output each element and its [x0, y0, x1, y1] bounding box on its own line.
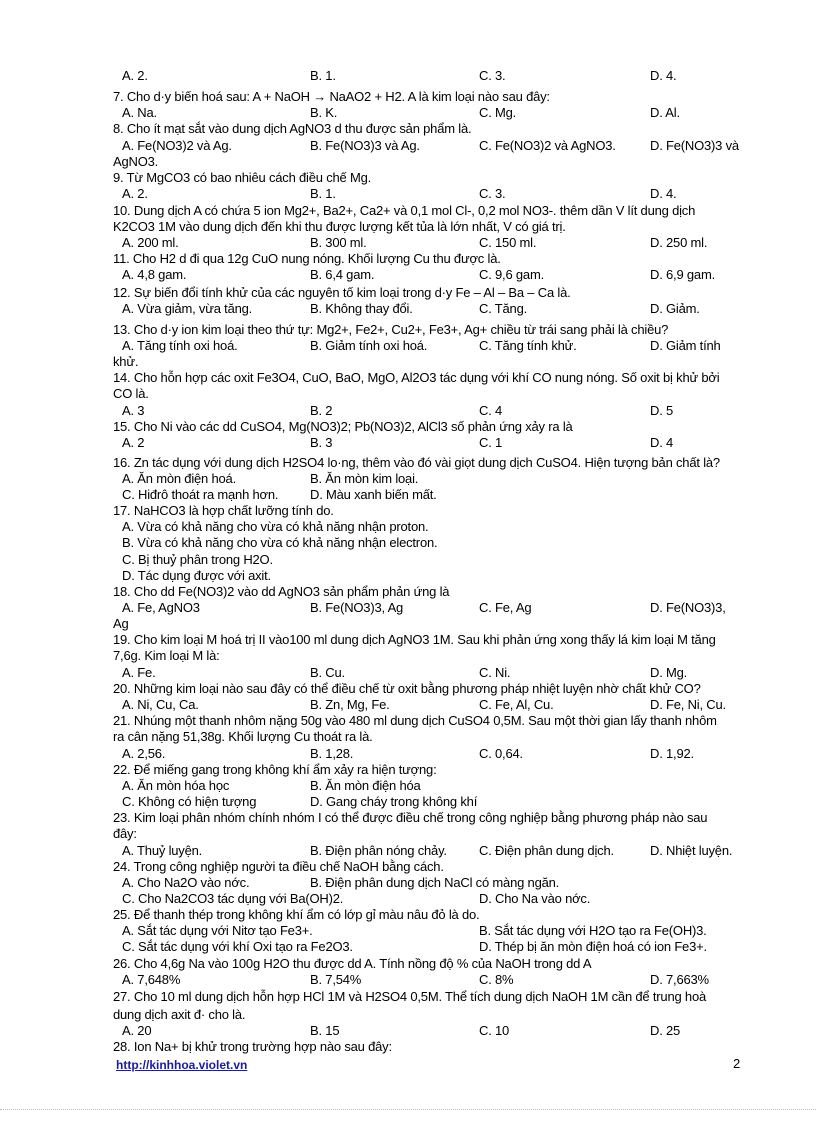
option-b: B. 1.	[310, 68, 336, 83]
option-a: A. Cho Na2O vào nớc.	[122, 875, 250, 890]
option-d: D. 6,9 gam.	[650, 267, 715, 282]
option-d: D. Cho Na vào nớc.	[479, 891, 591, 906]
option-c: C. 9,6 gam.	[479, 267, 544, 282]
option-a: A. Vừa giảm, vừa tăng.	[122, 301, 253, 316]
option-c: C. Tăng.	[479, 301, 528, 316]
option-b: B. Cu.	[310, 665, 345, 680]
question-20: 20. Những kim loại nào sau đây có thể điều chế từ oxit bằng phương pháp nhiệt luyện nhờ chất khử CO?	[113, 681, 701, 696]
option-b: B. 2	[310, 403, 333, 418]
question-28: 28. Ion Na+ bị khử trong trường hợp nào sau đây:	[113, 1039, 392, 1054]
question-13: 13. Cho d·y ion kim loại theo thứ tự: Mg2+, Fe2+, Cu2+, Fe3+, Ag+ chiều từ trái sang phải là chiều?	[113, 322, 669, 337]
option-d: D. Nhiệt luyện.	[650, 843, 733, 858]
option-d: D. 5	[650, 403, 674, 418]
option-b: B. Điện phân nóng chảy.	[310, 843, 447, 858]
option-c: C. Mg.	[479, 105, 517, 120]
question-9: 9. Từ MgCO3 có bao nhiêu cách điều chế Mg.	[113, 170, 372, 185]
continuation: khử.	[113, 354, 139, 369]
option-c: C. Sắt tác dụng với khí Oxi tạo ra Fe2O3.	[122, 939, 353, 954]
option-a: A. 200 ml.	[122, 235, 179, 250]
option-b: B. 1.	[310, 186, 336, 201]
option-d: D. 4.	[650, 68, 677, 83]
option-c: C. 3.	[479, 186, 506, 201]
option-a: A. 2,56.	[122, 746, 166, 761]
option-b: B. Giảm tính oxi hoá.	[310, 338, 428, 353]
option-a: A. 3	[122, 403, 145, 418]
continuation: AgNO3.	[113, 154, 159, 169]
option-a: A. Na.	[122, 105, 157, 120]
option-b: B. 300 ml.	[310, 235, 367, 250]
option-b: B. Fe(NO3)3, Ag	[310, 600, 404, 615]
continuation: đây:	[113, 826, 137, 841]
option-a: A. Ni, Cu, Ca.	[122, 697, 199, 712]
option-c: C. Tăng tính khử.	[479, 338, 577, 353]
option-a: A. Sắt tác dụng với Nitơ tạo Fe3+.	[122, 923, 313, 938]
question-25: 25. Để thanh thép trong không khí ẩm có lớp gỉ màu nâu đỏ là do.	[113, 907, 480, 922]
question-17: 17. NaHCO3 là hợp chất lưỡng tính do.	[113, 503, 334, 518]
option-d: D. 250 ml.	[650, 235, 708, 250]
option-a: A. Tăng tính oxi hoá.	[122, 338, 238, 353]
question-11: 11. Cho H2 d đi qua 12g CuO nung nóng. Khối lượng Cu thu được là.	[113, 251, 501, 266]
option-c: C. Không có hiện tượng	[122, 794, 257, 809]
option-c: C. 3.	[479, 68, 506, 83]
question-24: 24. Trong công nghiệp người ta điều chế NaOH bằng cách.	[113, 859, 444, 874]
option-c: C. Cho Na2CO3 tác dụng với Ba(OH)2.	[122, 891, 344, 906]
question-8: 8. Cho ít mạt sắt vào dung dịch AgNO3 d thu được sản phẩm là.	[113, 121, 472, 136]
option-c: C. 150 ml.	[479, 235, 537, 250]
option-c: C. 0,64.	[479, 746, 523, 761]
question-15: 15. Cho Ni vào các dd CuSO4, Mg(NO3)2; Pb(NO3)2, AlCl3 số phản ứng xảy ra là	[113, 419, 573, 434]
option-b: B. Zn, Mg, Fe.	[310, 697, 390, 712]
option-d: D. Fe, Ni, Cu.	[650, 697, 726, 712]
option-a: A. Fe, AgNO3	[122, 600, 200, 615]
option-b: B. 15	[310, 1023, 340, 1038]
option-a: A. 2.	[122, 186, 148, 201]
option-a: A. Thuỷ luyện.	[122, 843, 203, 858]
option-a: A. 20	[122, 1023, 152, 1038]
option-c: C. Fe, Al, Cu.	[479, 697, 554, 712]
question-10: 10. Dung dịch A có chứa 5 ion Mg2+, Ba2+, Ca2+ và 0,1 mol Cl-, 0,2 mol NO3-. thêm dần V lít dung dịch	[113, 203, 696, 218]
option-b: B. Không thay đổi.	[310, 301, 413, 316]
option-d: D. 1,92.	[650, 746, 694, 761]
option-b: B. K.	[310, 105, 338, 120]
option-c: C. Điện phân dung dịch.	[479, 843, 614, 858]
continuation: Ag	[113, 616, 129, 631]
option-d: D. 7,663%	[650, 972, 709, 987]
option-d: D. Gang cháy trong không khí	[310, 794, 478, 809]
option-d: D. 4	[650, 435, 674, 450]
option-b: B. Vừa có khả năng cho vừa có khả năng nhận electron.	[122, 535, 438, 550]
option-b: B. Ăn mòn kim loại.	[310, 471, 419, 486]
continuation: K2CO3 1M vào dung dịch đến khi thu được lượng kết tủa là lớn nhất, V có giá trị.	[113, 219, 566, 234]
option-a: A. Ăn mòn điện hoá.	[122, 471, 236, 486]
footer-link[interactable]: http://kinhhoa.violet.vn	[116, 1058, 248, 1072]
option-d: D. Fe(NO3)3 và	[650, 138, 739, 153]
continuation: ra cân nặng 51,38g. Khối lượng Cu thoát ra là.	[113, 729, 373, 744]
page-bottom-rule	[0, 1109, 816, 1110]
option-b: B. 7,54%	[310, 972, 362, 987]
option-d: D. Al.	[650, 105, 680, 120]
continuation: dung dịch axit đ· cho là.	[113, 1007, 246, 1022]
question-14: 14. Cho hỗn hợp các oxit Fe3O4, CuO, BaO, MgO, Al2O3 tác dụng với khí CO nung nóng. Số oxit bị khử bởi	[113, 370, 720, 385]
option-d: D. Tác dụng được với axit.	[122, 568, 271, 583]
option-d: D. Fe(NO3)3,	[650, 600, 726, 615]
question-23: 23. Kim loại phân nhóm chính nhóm I có thể được điều chế trong công nghiệp bằng phương pháp nào sau	[113, 810, 708, 825]
continuation: 7,6g. Kim loại M là:	[113, 648, 220, 663]
option-d: D. Giảm.	[650, 301, 700, 316]
option-a: A. Fe.	[122, 665, 156, 680]
question-12: 12. Sự biến đổi tính khử của các nguyên tố kim loại trong d·y Fe – Al – Ba – Ca là.	[113, 285, 571, 300]
question-16: 16. Zn tác dụng với dung dịch H2SO4 lo·ng, thêm vào đó vài giọt dung dịch CuSO4. Hiện tượng bản chất là?	[113, 455, 720, 470]
question-26: 26. Cho 4,6g Na vào 100g H2O thu được dd A. Tính nồng độ % của NaOH trong dd A	[113, 956, 592, 971]
option-a: A. 2	[122, 435, 145, 450]
option-b: B. Fe(NO3)3 và Ag.	[310, 138, 420, 153]
question-22: 22. Để miếng gang trong không khí ẩm xảy ra hiện tượng:	[113, 762, 437, 777]
option-b: B. 3	[310, 435, 333, 450]
option-a: A. Fe(NO3)2 và Ag.	[122, 138, 232, 153]
option-a: A. Ăn mòn hóa học	[122, 778, 230, 793]
option-c: C. Bị thuỷ phân trong H2O.	[122, 552, 273, 567]
option-b: B. Ăn mòn điện hóa	[310, 778, 421, 793]
question-21: 21. Nhúng một thanh nhôm nặng 50g vào 480 ml dung dịch CuSO4 0,5M. Sau một thời gian lấy thanh nhôm	[113, 713, 717, 728]
option-c: C. Fe(NO3)2 và AgNO3.	[479, 138, 616, 153]
option-c: C. 4	[479, 403, 503, 418]
option-c: C. 8%	[479, 972, 514, 987]
option-a: A. 2.	[122, 68, 148, 83]
question-27: 27. Cho 10 ml dung dịch hỗn hợp HCl 1M và H2SO4 0,5M. Thể tích dung dịch NaOH 1M cần để trung hoà	[113, 989, 707, 1004]
question-19: 19. Cho kim loại M hoá trị II vào100 ml dung dịch AgNO3 1M. Sau khi phản ứng xong thấy lá kim loại M tăng	[113, 632, 716, 647]
option-b: B. 6,4 gam.	[310, 267, 375, 282]
question-7: 7. Cho d·y biến hoá sau: A + NaOH → NaAO2 + H2. A là kim loại nào sau đây:	[113, 89, 550, 104]
option-c: C. Hiđrô thoát ra mạnh hơn.	[122, 487, 279, 502]
option-c: C. Fe, Ag	[479, 600, 532, 615]
option-a: A. 7,648%	[122, 972, 181, 987]
option-a: A. 4,8 gam.	[122, 267, 187, 282]
option-b: B. 1,28.	[310, 746, 354, 761]
option-c: C. 1	[479, 435, 503, 450]
option-a: A. Vừa có khả năng cho vừa có khả năng nhận proton.	[122, 519, 429, 534]
option-d: D. Mg.	[650, 665, 688, 680]
continuation: CO là.	[113, 386, 149, 401]
option-d: D. 4.	[650, 186, 677, 201]
option-d: D. Thép bị ăn mòn điện hoá có ion Fe3+.	[479, 939, 707, 954]
question-18: 18. Cho dd Fe(NO3)2 vào dd AgNO3 sản phẩm phản ứng là	[113, 584, 450, 599]
page-number: 2	[733, 1056, 741, 1071]
option-d: D. Giảm tính	[650, 338, 721, 353]
option-c: C. Ni.	[479, 665, 511, 680]
option-d: D. Màu xanh biến mất.	[310, 487, 437, 502]
option-b: B. Điện phân dung dịch NaCl có màng ngăn.	[310, 875, 560, 890]
option-c: C. 10	[479, 1023, 510, 1038]
option-d: D. 25	[650, 1023, 681, 1038]
option-b: B. Sắt tác dụng với H2O tạo ra Fe(OH)3.	[479, 923, 707, 938]
